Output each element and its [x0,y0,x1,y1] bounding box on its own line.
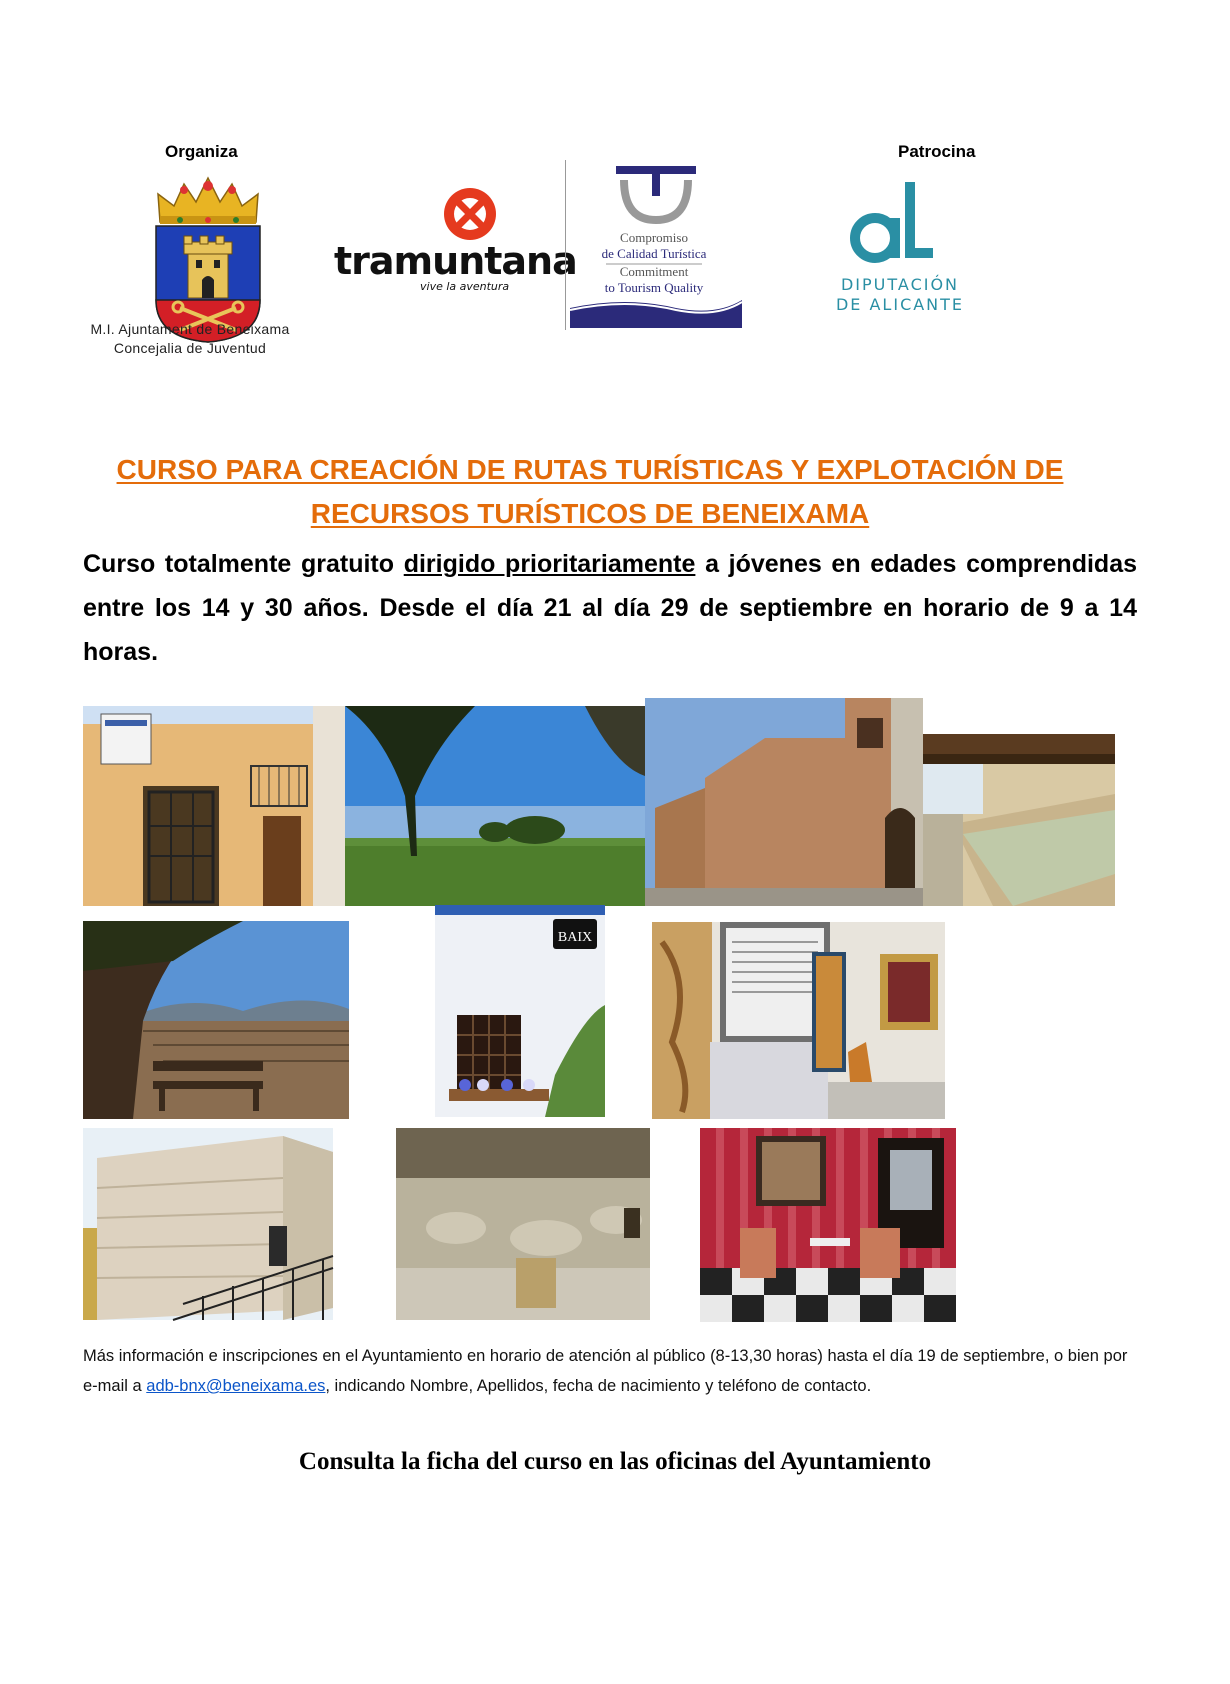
course-title-line-2: RECURSOS TURÍSTICOS DE BENEIXAMA [310,498,870,529]
photo-town-house [83,706,345,906]
photo-stone-church [645,698,923,906]
description-rest: a jóvenes en edades comprendidas entre los 14 y 30 años. Desde el día 21 al día 29 de septiembre en horario de 9 a 14 horas. [83,550,1137,666]
photo-green-field [345,706,645,906]
course-title [100,448,1080,536]
tramuntana-logo [330,186,577,296]
photo-period-room-interior [700,1128,956,1322]
municipality-caption [80,320,300,358]
organiza-label: Organiza [165,142,238,161]
diputacion-line-2: DE ALICANTE [835,295,965,314]
photo-stone-wall-ruins [396,1128,650,1320]
tramuntana-tagline: vive la aventura [420,280,510,293]
photo-rammed-earth-tower [83,1128,333,1320]
photo-whitewashed-street [435,905,605,1117]
diputacion-line-1: DIPUTACIÓN [840,275,960,294]
patrocina-label: Patrocina [898,142,976,161]
photo-public-washhouse [923,734,1115,906]
quality-line-3: Commitment [619,264,689,279]
photo-museum-exhibit [652,922,945,1119]
quality-line-4: to Tourism Quality [604,280,704,295]
municipality-name: M.I. Ajuntament de Beneixama [90,321,290,337]
quality-line-1: Compromiso [620,230,688,245]
course-title-line-1: CURSO PARA CREACIÓN DE RUTAS TURÍSTICAS Y EXPLOTACIÓN DE [116,454,1064,485]
photo-vineyard-bench [83,921,349,1119]
description-intro: Curso totalmente gratuito [83,550,404,578]
contact-email-link[interactable]: adb-bnx@beneixama.es [146,1377,326,1395]
course-description [83,542,1137,674]
tramuntana-wordmark: tramuntana [334,239,577,283]
closing-note: Consulta la ficha del curso en las oficinas del Ayuntamiento [298,1448,932,1475]
tourism-quality-logo [565,160,742,330]
quality-line-2: de Calidad Turística [601,246,707,261]
beneixama-coat-of-arms-logo [150,172,266,344]
street-sign-text: BAIX [557,930,593,945]
diputacion-alicante-logo [835,178,965,318]
description-underlined: dirigido prioritariamente [403,550,696,578]
registration-info [83,1341,1137,1401]
municipality-department: Concejalia de Juventud [113,340,267,356]
registration-info-text-end: , indicando Nombre, Apellidos, fecha de nacimiento y teléfono de contacto. [325,1377,872,1395]
registration-info-text: Más información e inscripciones en el Ayuntamiento en horario de atención al público (8-13,30 horas) hasta el día 19 de septiembre, o bien por e-mail a [83,1347,1128,1395]
